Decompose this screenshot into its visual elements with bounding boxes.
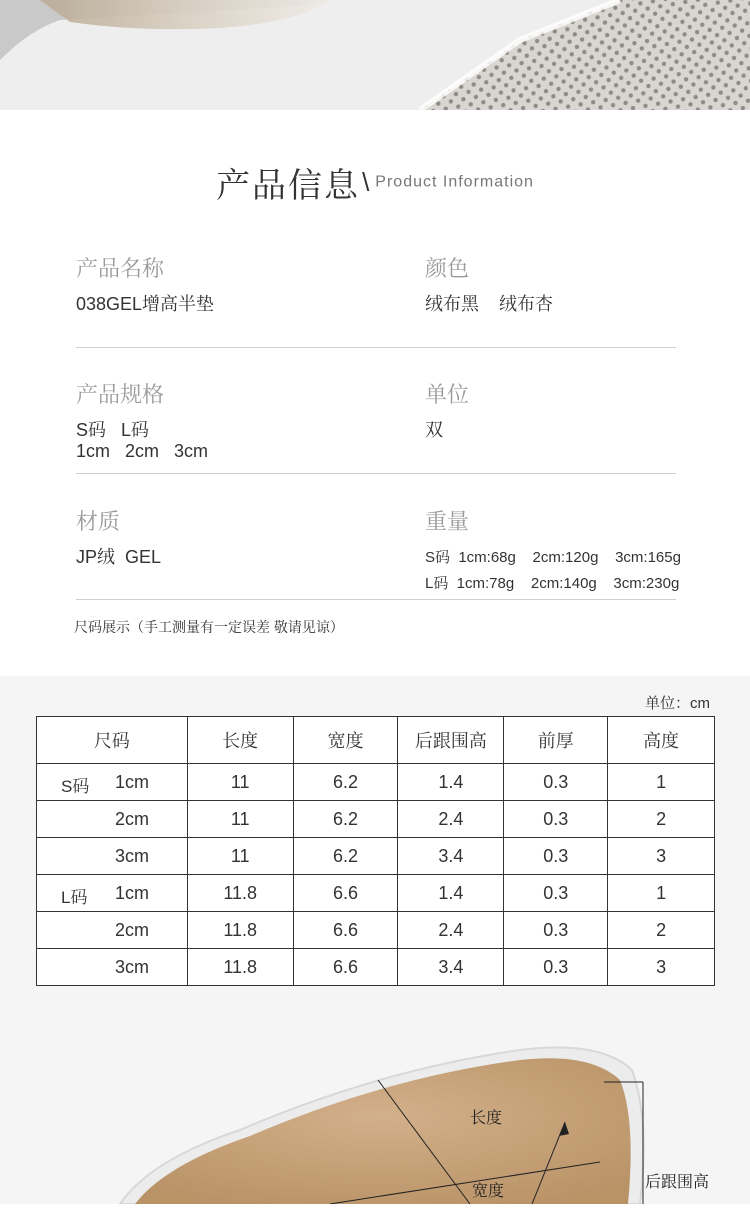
height-cell: 1 xyxy=(608,875,715,912)
front-thickness-cell: 0.3 xyxy=(504,875,608,912)
diagram-heel-label: 后跟围高 xyxy=(645,1174,710,1191)
insole-diagram xyxy=(0,1010,750,1204)
heel-height-cell: 3.4 xyxy=(398,838,504,875)
heel-height-cell: 1.4 xyxy=(398,764,504,801)
diagram-length-label: 长度 xyxy=(470,1110,503,1127)
title-en: Product Information xyxy=(375,173,534,191)
weight-value-s: S码 1cm:68g 2cm:120g 3cm:165g xyxy=(425,549,681,566)
header-heel-height: 后跟围高 xyxy=(398,717,504,764)
table-row xyxy=(37,838,715,875)
size-table xyxy=(36,716,715,986)
length-cell: 11.8 xyxy=(187,949,293,986)
material-value: JP绒 GEL xyxy=(76,547,162,567)
header-length: 长度 xyxy=(187,717,293,764)
unit-label: 单位 xyxy=(425,382,470,407)
heel-height-cell: 2.4 xyxy=(398,912,504,949)
weight-value-l: L码 1cm:78g 2cm:140g 3cm:230g xyxy=(425,575,680,592)
front-thickness-cell: 0.3 xyxy=(504,912,608,949)
size-cell xyxy=(37,801,188,838)
table-row xyxy=(37,875,715,912)
table-header-row xyxy=(37,717,715,764)
size-cell xyxy=(37,912,188,949)
diagram-width-label: 宽度 xyxy=(472,1183,505,1200)
title-slash: \ xyxy=(362,167,370,197)
size-height: 2cm xyxy=(115,809,150,829)
front-thickness-cell: 0.3 xyxy=(504,838,608,875)
spec-value-heights: 1cm 2cm 3cm xyxy=(76,441,209,461)
title-cn: 产品信息 xyxy=(216,167,361,205)
header-size: 尺码 xyxy=(37,717,188,764)
section-title xyxy=(0,158,750,207)
divider xyxy=(76,599,676,600)
height-cell: 1 xyxy=(608,764,715,801)
size-height: 3cm xyxy=(115,846,150,866)
spec-label: 产品规格 xyxy=(76,382,165,407)
size-cell xyxy=(37,949,188,986)
size-note: 尺码展示（手工测量有一定误差 敬请见谅） xyxy=(74,619,344,635)
size-height: 1cm xyxy=(115,883,150,903)
spec-value-sizes: S码 L码 xyxy=(76,420,150,440)
size-cell xyxy=(37,875,188,912)
insole-diagram-art xyxy=(0,1010,750,1204)
width-cell: 6.2 xyxy=(293,801,398,838)
size-height: 3cm xyxy=(115,957,150,977)
size-height: 2cm xyxy=(115,920,150,940)
width-cell: 6.2 xyxy=(293,764,398,801)
product-name-value: 038GEL增高半垫 xyxy=(76,294,215,314)
table-row xyxy=(37,764,715,801)
length-cell: 11.8 xyxy=(187,875,293,912)
length-cell: 11 xyxy=(187,764,293,801)
size-cell xyxy=(37,764,188,801)
width-cell: 6.2 xyxy=(293,838,398,875)
table-unit: 单位：cm xyxy=(645,695,710,712)
header-width: 宽度 xyxy=(293,717,398,764)
heel-height-cell: 2.4 xyxy=(398,801,504,838)
height-cell: 2 xyxy=(608,912,715,949)
front-thickness-cell: 0.3 xyxy=(504,764,608,801)
size-height: 1cm xyxy=(115,772,150,792)
width-cell: 6.6 xyxy=(293,875,398,912)
length-cell: 11 xyxy=(187,838,293,875)
header-front-thickness: 前厚 xyxy=(504,717,608,764)
front-thickness-cell: 0.3 xyxy=(504,949,608,986)
width-cell: 6.6 xyxy=(293,912,398,949)
size-group: L码 xyxy=(61,888,88,907)
color-label: 颜色 xyxy=(425,256,470,281)
width-cell: 6.6 xyxy=(293,949,398,986)
size-cell xyxy=(37,838,188,875)
length-cell: 11.8 xyxy=(187,912,293,949)
product-name-label: 产品名称 xyxy=(76,256,165,281)
table-row xyxy=(37,801,715,838)
divider xyxy=(76,347,676,348)
height-cell: 3 xyxy=(608,838,715,875)
header-height: 高度 xyxy=(608,717,715,764)
table-row xyxy=(37,912,715,949)
height-cell: 3 xyxy=(608,949,715,986)
insole-photo xyxy=(0,0,750,110)
weight-label: 重量 xyxy=(425,509,470,534)
table-row xyxy=(37,949,715,986)
size-group: S码 xyxy=(61,777,90,796)
heel-height-cell: 1.4 xyxy=(398,875,504,912)
unit-value: 双 xyxy=(425,420,443,440)
height-cell: 2 xyxy=(608,801,715,838)
heel-height-cell: 3.4 xyxy=(398,949,504,986)
length-cell: 11 xyxy=(187,801,293,838)
divider xyxy=(76,473,676,474)
front-thickness-cell: 0.3 xyxy=(504,801,608,838)
color-value: 绒布黑 绒布杏 xyxy=(425,294,554,314)
material-label: 材质 xyxy=(76,509,121,534)
